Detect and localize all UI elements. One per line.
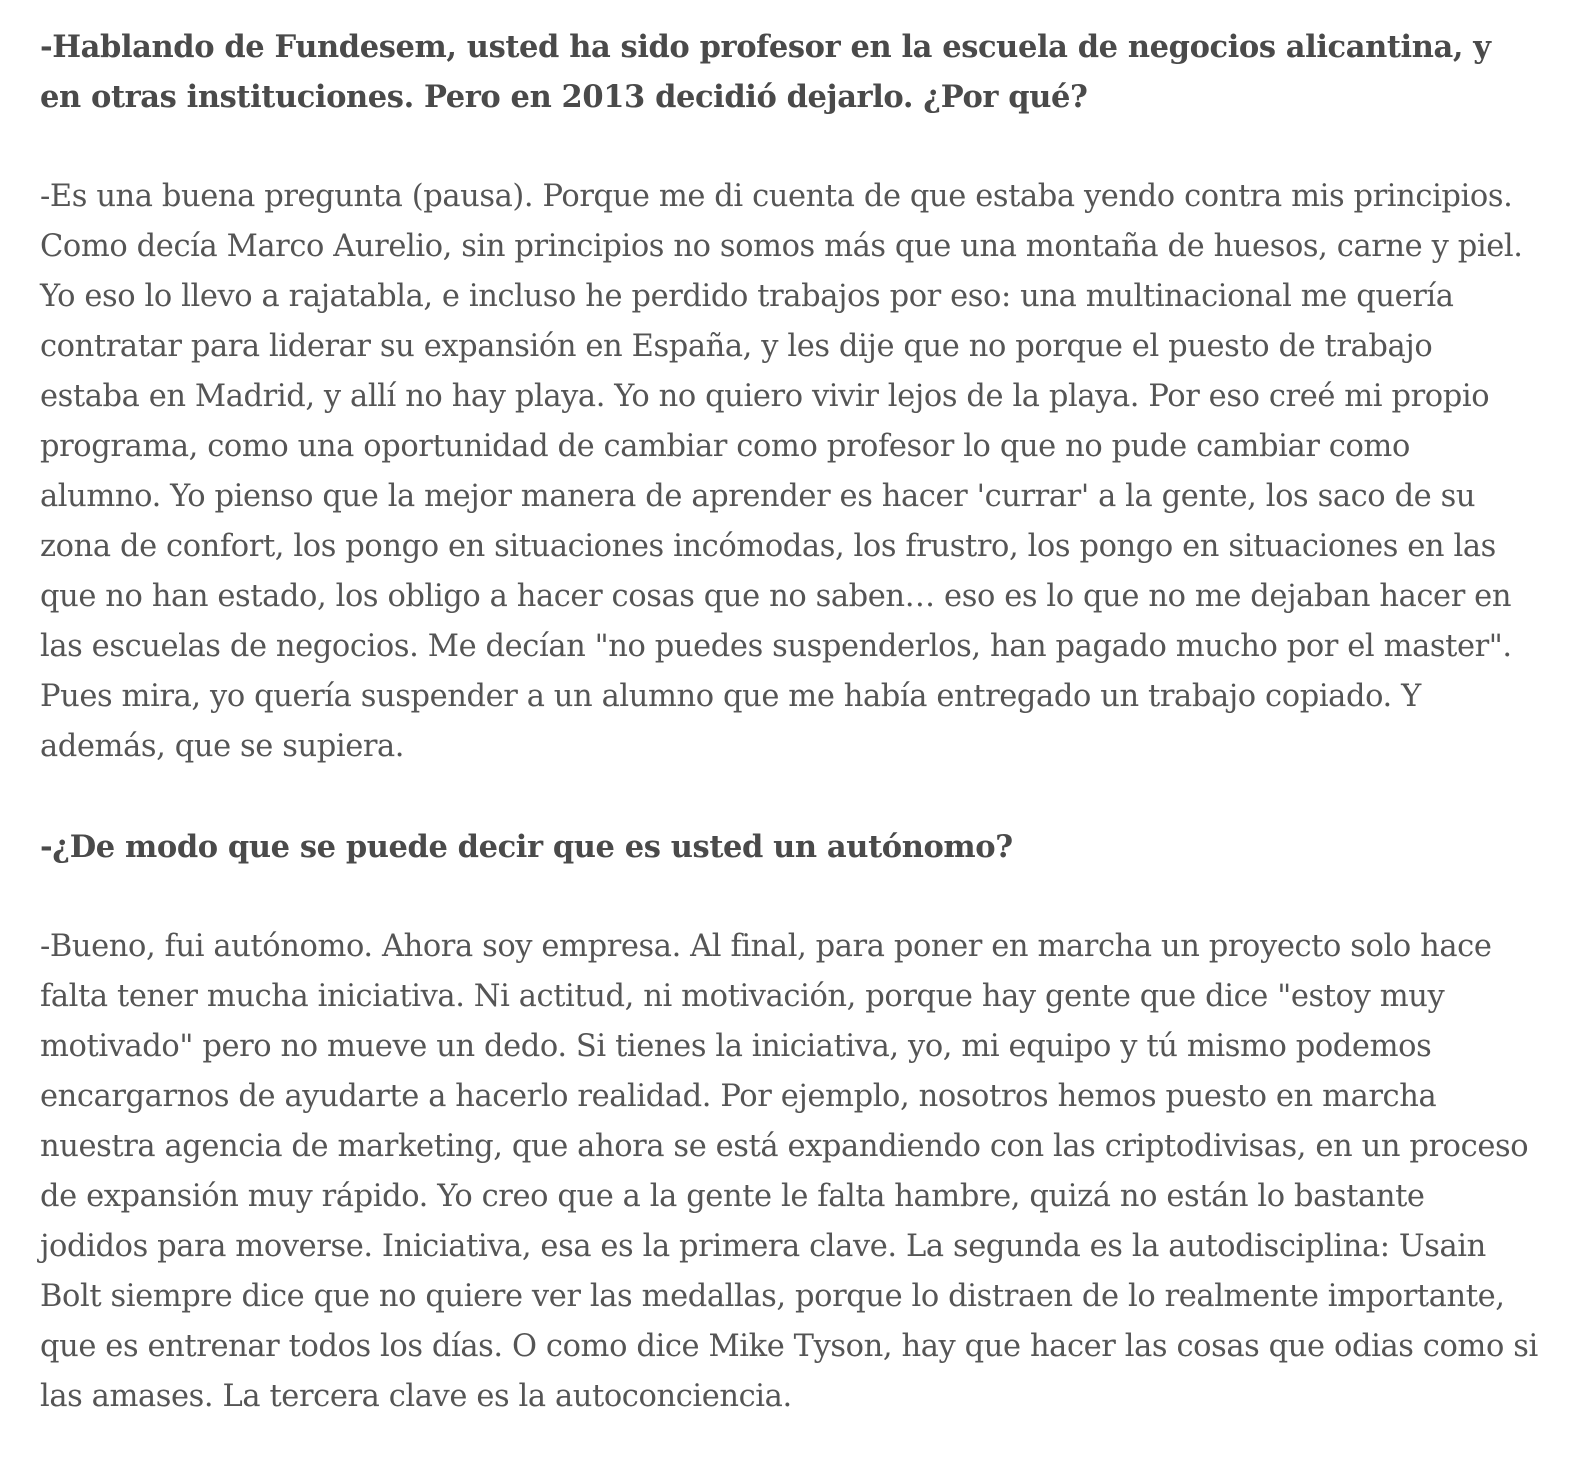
interview-answer: -Bueno, fui autónomo. Ahora soy empresa. Al final, para poner en marcha un proyecto solo hace falta tener mucha iniciativa. Ni actitud, ni motivación, porque hay gente que dice "estoy muy motivado" pero no mueve un dedo. Si tienes la iniciativa, yo, mi equipo y tú mismo podemos encargarnos de ayudarte a hacerlo realidad. Por ejemplo, nosotros hemos puesto en marcha nuestra agencia de marketing, que ahora se está expandiendo con las criptodivisas, en un proceso de expansión muy rápido. Yo creo que a la gente le falta hambre, quizá no están lo bastante jodidos para moverse. Iniciativa, esa es la primera clave. La segunda es la autodisciplina: Usain Bolt siempre dice que no quiere ver las medallas, porque lo distraen de lo realmente importante, que es entrenar todos los días. O como dice Mike Tyson, hay que hacer las cosas que odias como si las amases. La tercera clave es la autoconciencia. [40, 929, 1538, 1414]
interview-question: -¿De modo que se puede decir que es usted un autónomo? [40, 829, 1013, 865]
article-body [40, 22, 1540, 1422]
interview-answer: -Es una buena pregunta (pausa). Porque me di cuenta de que estaba yendo contra mis principios. Como decía Marco Aurelio, sin principios no somos más que una montaña de huesos, carne y piel. Yo eso lo llevo a rajatabla, e incluso he perdido trabajos por eso: una multinacional me quería contratar para liderar su expansión en España, y les dije que no porque el puesto de trabajo estaba en Madrid, y allí no hay playa. Yo no quiero vivir lejos de la playa. Por eso creé mi propio programa, como una oportunidad de cambiar como profesor lo que no pude cambiar como alumno. Yo pienso que la mejor manera de aprender es hacer 'currar' a la gente, los saco de su zona de confort, los pongo en situaciones incómodas, los frustro, los pongo en situaciones en las que no han estado, los obligo a hacer cosas que no saben… eso es lo que no me dejaban hacer en las escuelas de negocios. Me decían "no puedes suspenderlos, han pagado mucho por el master". Pues mira, yo quería suspender a un alumno que me había entregado un trabajo copiado. Y además, que se supiera. [40, 179, 1523, 764]
interview-question: -Hablando de Fundesem, usted ha sido profesor en la escuela de negocios alicantina, y en otras instituciones. Pero en 2013 decidió dejarlo. ¿Por qué? [40, 29, 1491, 115]
